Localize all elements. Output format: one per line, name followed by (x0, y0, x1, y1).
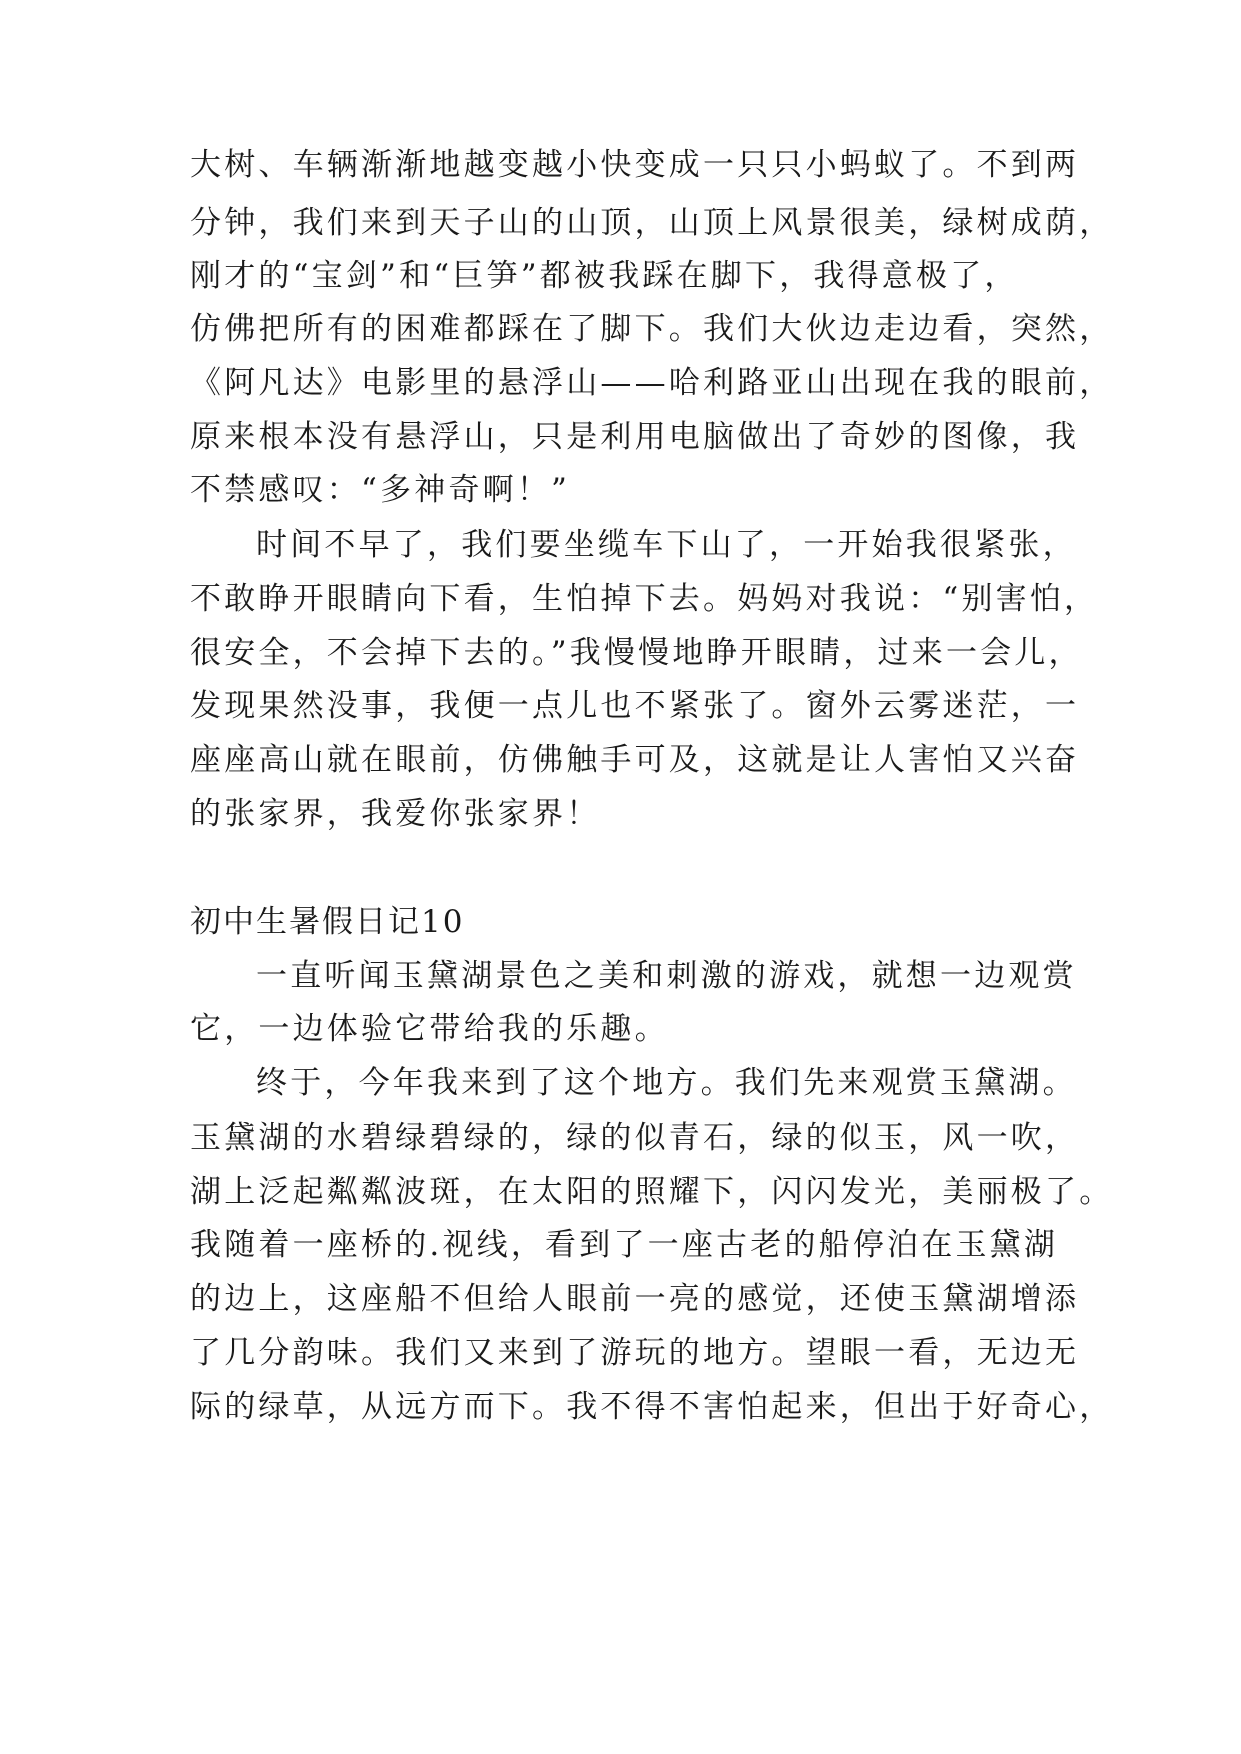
paragraph-line: 湖上泛起粼粼波斑，在太阳的照耀下，闪闪发光，美丽极了。 (190, 1174, 1114, 1210)
paragraph-line: 玉黛湖的水碧绿碧绿的，绿的似青石，绿的似玉，风一吹， (190, 1120, 1080, 1156)
paragraph-line: 时间不早了，我们要坐缆车下山了，一开始我很紧张， (256, 527, 1077, 563)
paragraph-line: 很安全，不会掉下去的。”我慢慢地睁开眼睛，过来一会儿， (190, 635, 1083, 671)
paragraph-line: 仿佛把所有的困难都踩在了脚下。我们大伙边走边看，突然， (190, 311, 1114, 347)
paragraph-line: 际的绿草，从远方而下。我不得不害怕起来，但出于好奇心， (190, 1389, 1114, 1425)
paragraph-line: 刚才的“宝剑”和“巨笋”都被我踩在脚下，我得意极了， (190, 258, 1019, 294)
paragraph-line: 的边上，这座船不但给人眼前一亮的感觉，还使玉黛湖增添 (190, 1281, 1080, 1317)
paragraph-line: 不敢睁开眼睛向下看，生怕掉下去。妈妈对我说：“别害怕， (190, 581, 1099, 617)
paragraph-line: 我随着一座桥的.视线，看到了一座古老的船停泊在玉黛湖 (190, 1227, 1059, 1263)
diary-title: 初中生暑假日记10 (190, 904, 465, 940)
paragraph-line: 发现果然没事，我便一点儿也不紧张了。窗外云雾迷茫，一 (190, 688, 1080, 724)
paragraph-line: 的张家界，我爱你张家界！ (190, 796, 601, 832)
paragraph-line: 终于，今年我来到了这个地方。我们先来观赏玉黛湖。 (256, 1065, 1077, 1101)
paragraph-line: 它，一边体验它带给我的乐趣。 (190, 1011, 669, 1047)
paragraph-line: 《阿凡达》电影里的悬浮山——哈利路亚山出现在我的眼前， (190, 365, 1114, 401)
paragraph-line: 原来根本没有悬浮山，只是利用电脑做出了奇妙的图像，我 (190, 419, 1080, 455)
paragraph-line: 不禁感叹：“多神奇啊！” (190, 472, 571, 508)
paragraph-line: 分钟，我们来到天子山的山顶，山顶上风景很美，绿树成荫， (190, 205, 1114, 241)
paragraph-line: 大树、车辆渐渐地越变越小快变成一只只小蚂蚁了。不到两 (190, 147, 1080, 183)
paragraph-line: 了几分韵味。我们又来到了游玩的地方。望眼一看，无边无 (190, 1335, 1080, 1371)
paragraph-line: 一直听闻玉黛湖景色之美和刺激的游戏，就想一边观赏 (256, 958, 1077, 994)
paragraph-line: 座座高山就在眼前，仿佛触手可及，这就是让人害怕又兴奋 (190, 742, 1080, 778)
